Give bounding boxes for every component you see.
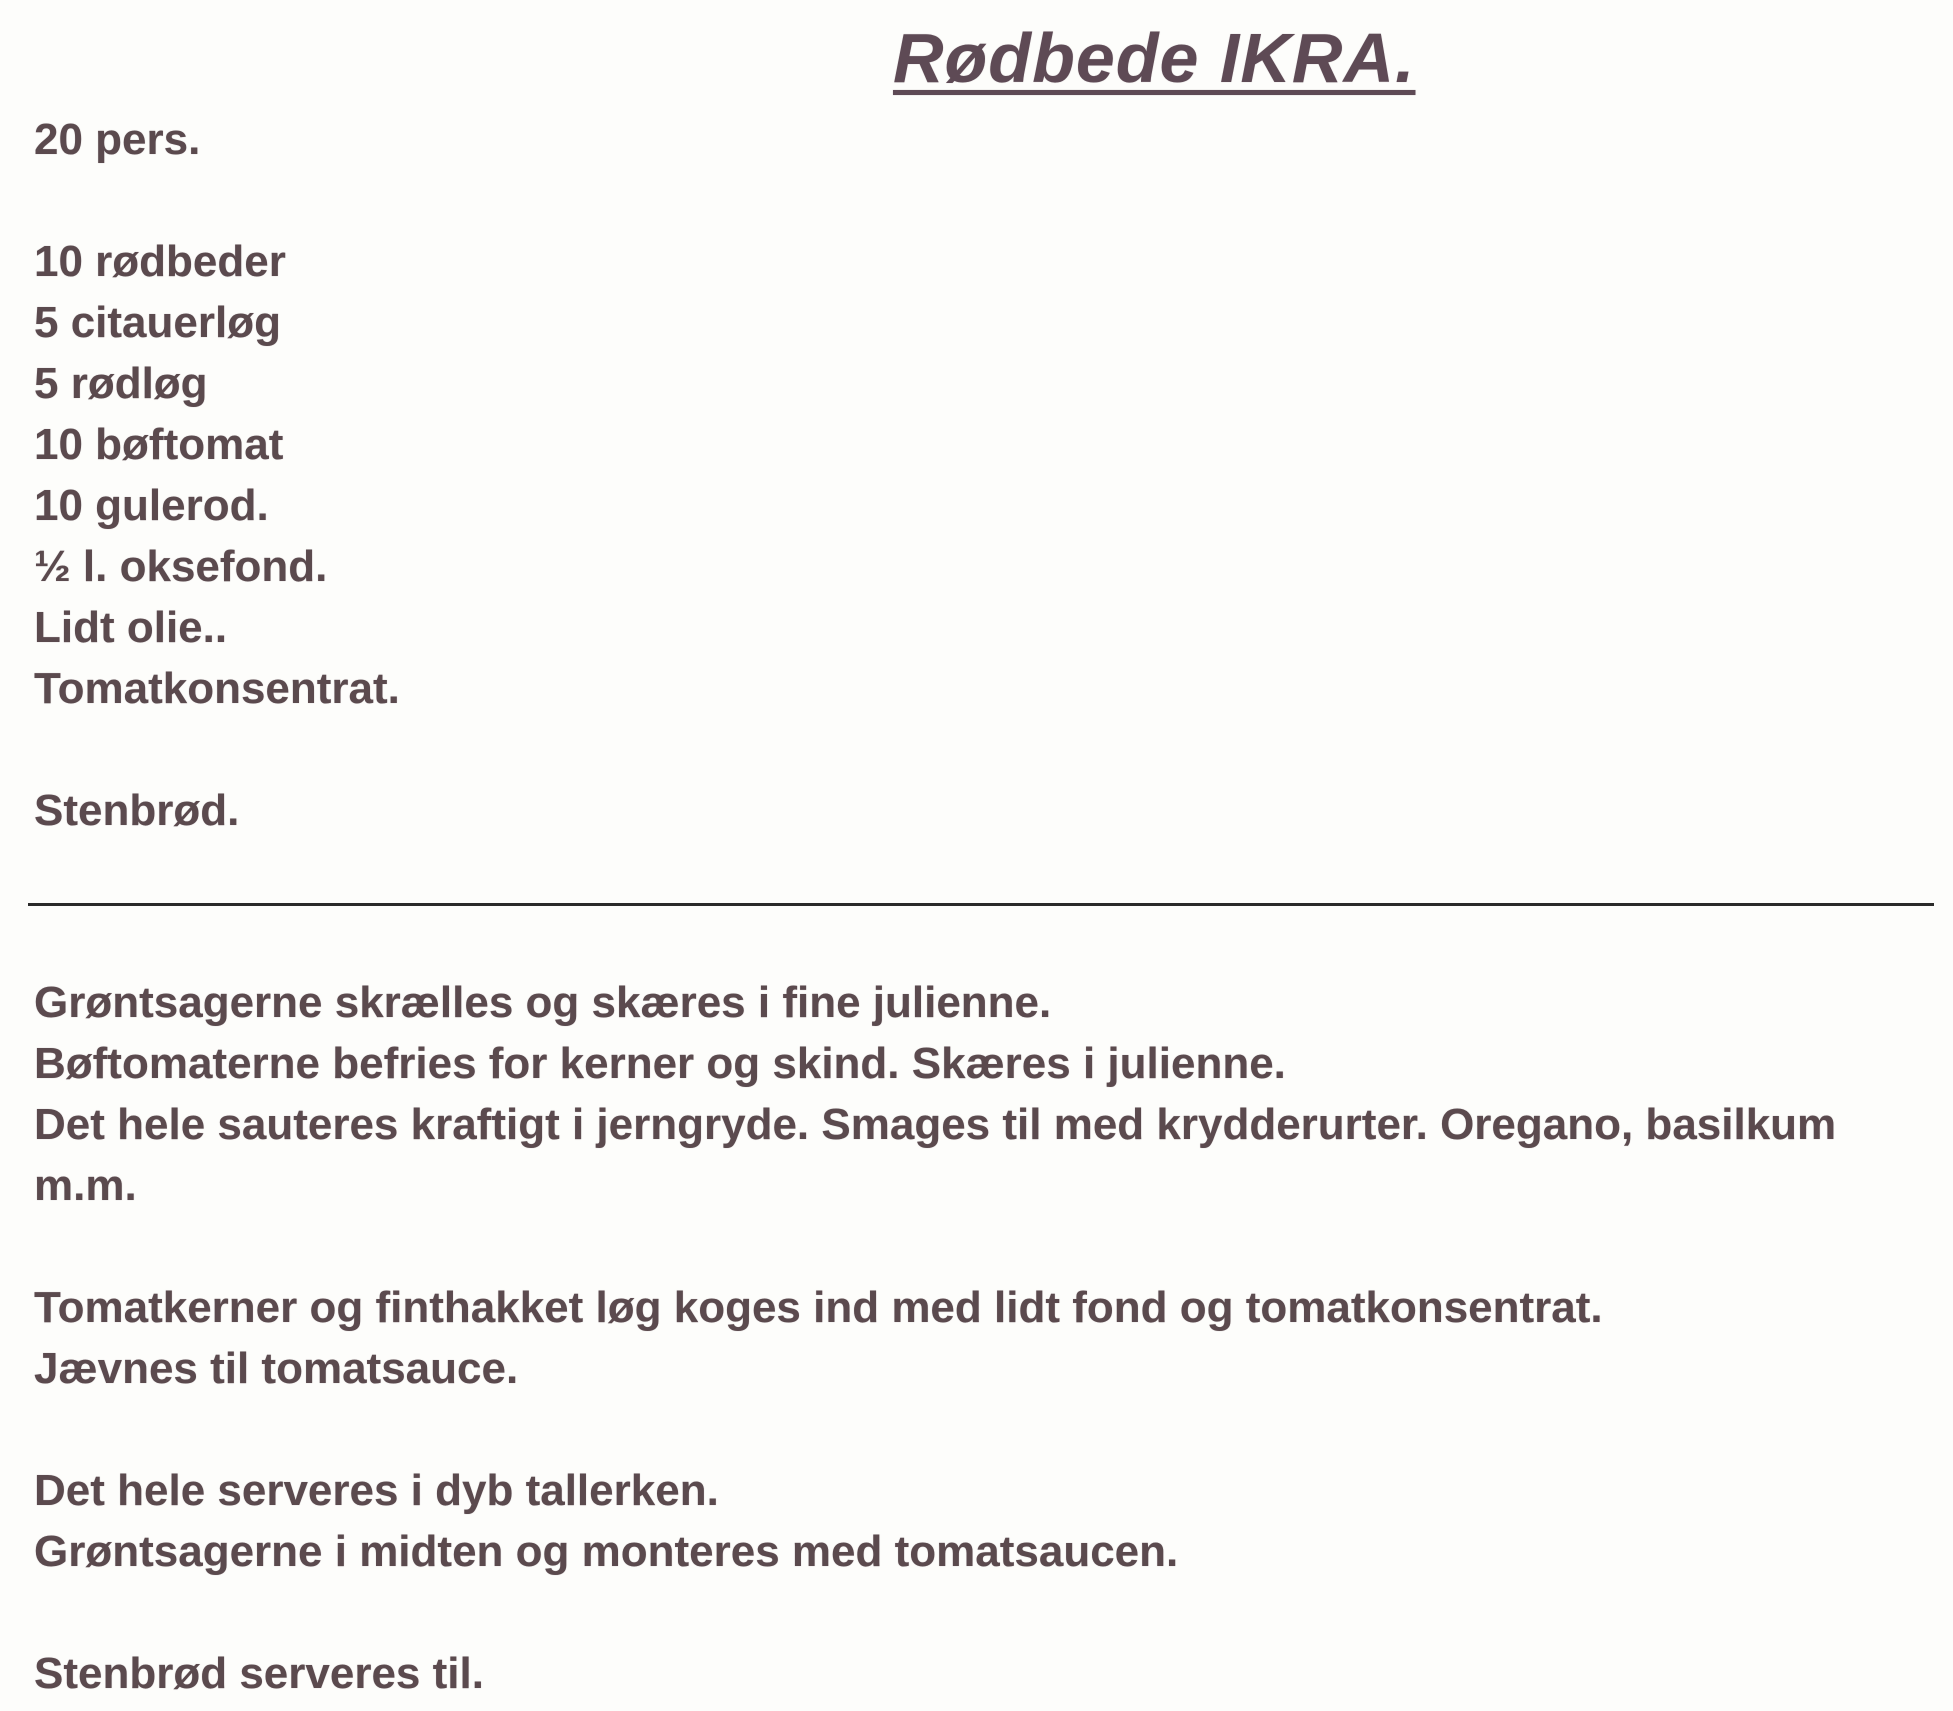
ingredient-line: 10 gulerod. bbox=[34, 481, 269, 530]
method-line: Jævnes til tomatsauce. bbox=[34, 1344, 519, 1393]
method-line: Det hele sauteres kraftigt i jerngryde. Smages til med krydderurter. Oregano, basilkum bbox=[34, 1100, 1837, 1149]
ingredient-line: Tomatkonsentrat. bbox=[34, 664, 400, 713]
extra-item: Stenbrød. bbox=[34, 786, 240, 835]
method-line: Stenbrød serveres til. bbox=[34, 1649, 484, 1698]
servings: 20 pers. bbox=[34, 115, 201, 164]
ingredient-line: 10 rødbeder bbox=[34, 237, 286, 286]
ingredient-line: 10 bøftomat bbox=[34, 420, 284, 469]
method-line: Bøftomaterne befries for kerner og skind. Skæres i julienne. bbox=[34, 1039, 1286, 1088]
recipe-title: Rødbede IKRA. bbox=[893, 19, 1416, 97]
method-line: m.m. bbox=[34, 1161, 137, 1210]
ingredient-line: 5 rødløg bbox=[34, 359, 208, 408]
method-line: Grøntsagerne i midten og monteres med tomatsaucen. bbox=[34, 1527, 1179, 1576]
ingredient-line: ½ l. oksefond. bbox=[34, 542, 328, 591]
section-divider bbox=[28, 903, 1934, 906]
method-line: Tomatkerner og finthakket løg koges ind med lidt fond og tomatkonsentrat. bbox=[34, 1283, 1603, 1332]
method-line: Det hele serveres i dyb tallerken. bbox=[34, 1466, 719, 1515]
ingredient-line: 5 citauerløg bbox=[34, 298, 281, 347]
ingredient-line: Lidt olie.. bbox=[34, 603, 228, 652]
method-line: Grøntsagerne skrælles og skæres i fine julienne. bbox=[34, 978, 1052, 1027]
